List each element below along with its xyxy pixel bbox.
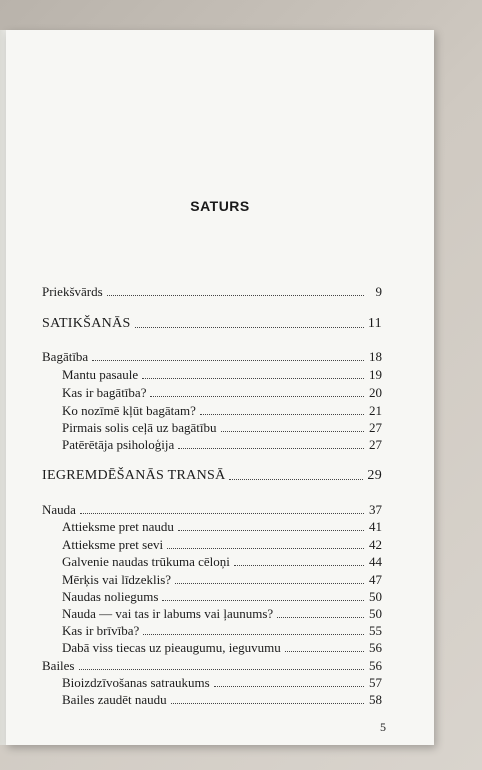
toc-subentry bbox=[42, 437, 382, 453]
toc-subentry bbox=[42, 420, 382, 436]
toc-subentry bbox=[42, 606, 382, 622]
toc-entry-page: 58 bbox=[369, 692, 382, 707]
toc-subentry bbox=[42, 554, 382, 570]
toc-subentry bbox=[42, 403, 382, 419]
dot-leader bbox=[214, 686, 364, 687]
toc-entry-title: Bailes bbox=[42, 658, 75, 673]
dot-leader bbox=[143, 634, 364, 635]
contents-heading: SATURS bbox=[190, 198, 250, 214]
toc-entry-page: 11 bbox=[367, 316, 382, 331]
dot-leader bbox=[150, 396, 364, 397]
toc-entry-page: 44 bbox=[369, 554, 382, 569]
toc-entry-title: Bioizdzīvošanas satraukums bbox=[62, 675, 210, 690]
toc-entry-page: 29 bbox=[367, 468, 382, 483]
toc-entry bbox=[42, 349, 382, 365]
toc-entry-page: 42 bbox=[369, 537, 382, 552]
toc-entry-title: Mērķis vai līdzeklis? bbox=[62, 572, 172, 587]
dot-leader bbox=[234, 565, 364, 566]
toc-entry-page: 41 bbox=[369, 519, 382, 534]
toc-entry-page: 50 bbox=[369, 606, 382, 621]
dot-leader bbox=[79, 669, 365, 670]
dot-leader bbox=[178, 530, 364, 531]
toc-section-title: SATIKŠANĀS bbox=[42, 316, 131, 331]
toc-entry-title: Kas ir brīvība? bbox=[62, 623, 140, 638]
toc-entry-page: 56 bbox=[369, 658, 382, 673]
toc-entry-page: 9 bbox=[375, 284, 382, 299]
toc-entry-page: 47 bbox=[369, 572, 382, 587]
toc-subentry bbox=[42, 537, 382, 553]
toc-subentry bbox=[42, 572, 382, 588]
toc-entry-page: 50 bbox=[369, 589, 382, 604]
book-page bbox=[6, 30, 434, 745]
dot-leader bbox=[277, 617, 364, 618]
toc-subentry bbox=[42, 385, 382, 401]
page-number: 5 bbox=[380, 720, 386, 734]
toc-entry-page: 19 bbox=[369, 367, 382, 382]
toc-subentry bbox=[42, 692, 382, 708]
dot-leader bbox=[142, 378, 364, 379]
dot-leader bbox=[175, 583, 364, 584]
toc-section bbox=[42, 468, 382, 484]
toc-subentry bbox=[42, 675, 382, 691]
toc-entry-title: Attieksme pret sevi bbox=[62, 537, 164, 552]
dot-leader bbox=[178, 448, 364, 449]
toc-entry bbox=[42, 502, 382, 518]
toc-entry-title: Bagātība bbox=[42, 349, 89, 364]
toc-entry-title: Dabā viss tiecas uz pieaugumu, ieguvumu bbox=[62, 640, 281, 655]
toc-subentry bbox=[42, 623, 382, 639]
toc-entry-title: Patērētāja psiholoģija bbox=[62, 437, 175, 452]
toc-entry-page: 20 bbox=[369, 385, 382, 400]
toc-entry-title: Nauda — vai tas ir labums vai ļaunums? bbox=[62, 606, 274, 621]
toc-entry-title: Mantu pasaule bbox=[62, 367, 139, 382]
toc-entry-title: Pirmais solis ceļā uz bagātību bbox=[62, 420, 217, 435]
dot-leader bbox=[229, 479, 363, 480]
toc-section-title: IEGREMDĒŠANĀS TRANSĀ bbox=[42, 468, 226, 483]
toc-section bbox=[42, 316, 382, 332]
toc-entry-title: Kas ir bagātība? bbox=[62, 385, 147, 400]
toc-entry-page: 37 bbox=[369, 502, 382, 517]
toc-entry-page: 57 bbox=[369, 675, 382, 690]
toc-entry-title: Galvenie naudas trūkuma cēloņi bbox=[62, 554, 230, 569]
toc-entry-title: Bailes zaudēt naudu bbox=[62, 692, 167, 707]
dot-leader bbox=[107, 295, 364, 296]
toc-entry-title: Naudas noliegums bbox=[62, 589, 159, 604]
dot-leader bbox=[171, 703, 364, 704]
dot-leader bbox=[221, 431, 364, 432]
toc-entry-title: Attieksme pret naudu bbox=[62, 519, 174, 534]
toc-subentry bbox=[42, 367, 382, 383]
toc-subentry bbox=[42, 519, 382, 535]
dot-leader bbox=[92, 360, 364, 361]
dot-leader bbox=[200, 414, 364, 415]
toc-entry-title: Ko nozīmē kļūt bagātam? bbox=[62, 403, 196, 418]
dot-leader bbox=[135, 327, 364, 328]
toc-entry-page: 18 bbox=[369, 349, 382, 364]
dot-leader bbox=[167, 548, 364, 549]
toc-entry-title: Nauda bbox=[42, 502, 76, 517]
toc-subentry bbox=[42, 589, 382, 605]
toc-entry-page: 27 bbox=[369, 437, 382, 452]
toc-entry-title: Priekšvārds bbox=[42, 284, 103, 299]
dot-leader bbox=[285, 651, 364, 652]
dot-leader bbox=[162, 600, 364, 601]
toc-entry bbox=[42, 284, 382, 300]
toc-entry-page: 56 bbox=[369, 640, 382, 655]
dot-leader bbox=[80, 513, 364, 514]
toc-entry-page: 55 bbox=[369, 623, 382, 638]
toc-subentry bbox=[42, 640, 382, 656]
toc-entry-page: 21 bbox=[369, 403, 382, 418]
toc-entry-page: 27 bbox=[369, 420, 382, 435]
toc-entry bbox=[42, 658, 382, 674]
